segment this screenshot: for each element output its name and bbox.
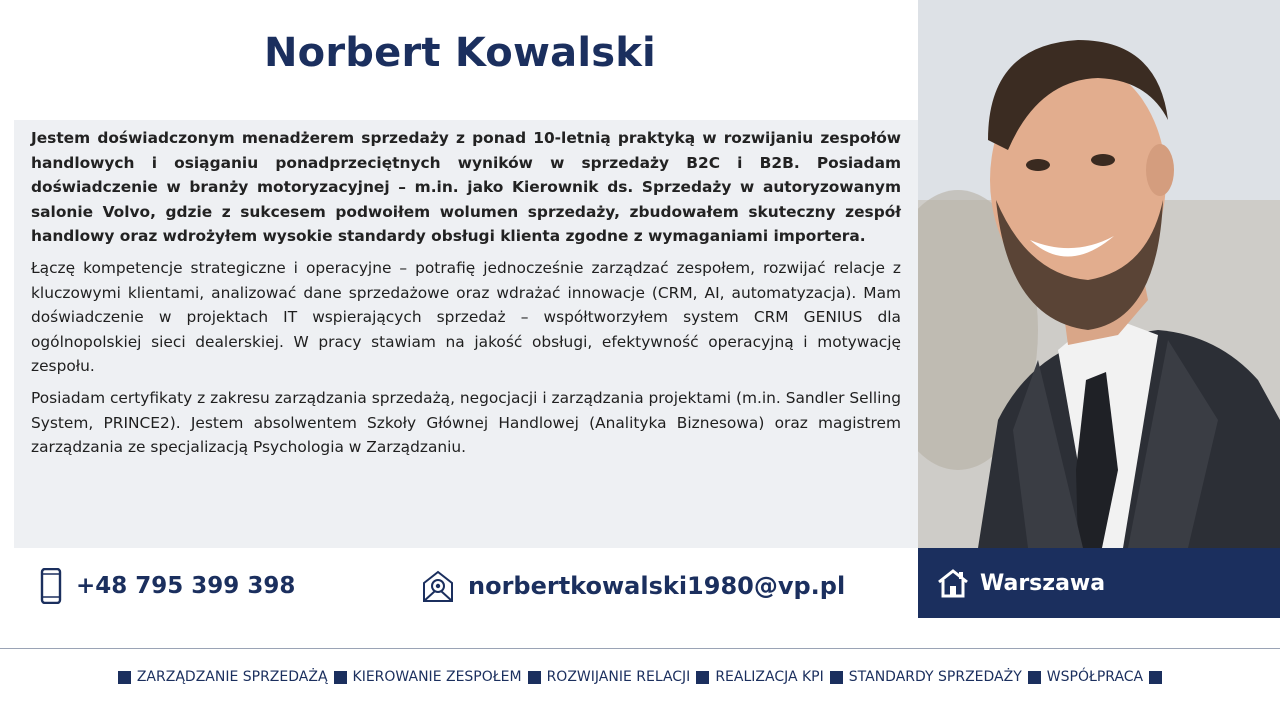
- email-contact[interactable]: [422, 566, 845, 606]
- bio-paragraph-3: Posiadam certyfikaty z zakresu zarządzania sprzedażą, negocjacji i zarządzania projektami (m.in. Sandler Selling System, PRINCE2). Jestem absolwentem Szkoły Głównej Handlowej (Analityka Biznesowa) oraz magistrem zarządzania ze specjalizacją Psychologia w Zarządzaniu.: [31, 388, 901, 457]
- candidate-name: Norbert Kowalski: [264, 30, 656, 76]
- phone-number[interactable]: +48 795 399 398: [76, 573, 296, 599]
- square-bullet-icon: [334, 671, 347, 684]
- square-bullet-icon: [528, 671, 541, 684]
- bio-section: [14, 120, 918, 548]
- smartphone-icon: [40, 568, 62, 604]
- profile-photo: [918, 0, 1280, 548]
- skill-item: WSPÓŁPRACA: [1046, 669, 1144, 685]
- skill-item: KIEROWANIE ZESPOŁEM: [352, 669, 522, 685]
- square-bullet-icon: [1028, 671, 1041, 684]
- envelope-at-icon: [422, 569, 454, 603]
- skill-item: ROZWIJANIE RELACJI: [546, 669, 691, 685]
- skill-item: REALIZACJA KPI: [715, 669, 824, 685]
- house-icon: [936, 568, 970, 598]
- skill-item: ZARZĄDZANIE SPRZEDAŻĄ: [136, 669, 328, 685]
- skill-item: STANDARDY SPRZEDAŻY: [848, 669, 1022, 685]
- square-bullet-icon: [1149, 671, 1162, 684]
- phone-contact[interactable]: [40, 566, 295, 606]
- location-badge: [918, 548, 1280, 618]
- skills-bar: [0, 664, 1280, 690]
- square-bullet-icon: [118, 671, 131, 684]
- bio-paragraph-1: Jestem doświadczonym menadżerem sprzedaży z ponad 10-letnią praktyką w rozwijaniu zespołów handlowych i osiąganiu ponadprzeciętnych wyników w sprzedaży B2C i B2B. Posiadam doświadczenie w branży motoryzacyjnej – m.in. jako Kierownik ds. Sprzedaży w autoryzowanym salonie Volvo, gdzie z sukcesem podwoiłem wolumen sprzedaży, zbudowałem skuteczny zespół handlowy oraz wdrożyłem wysokie standardy obsługi klienta zgodne z wymaganiami importera.: [31, 129, 901, 246]
- email-address[interactable]: norbertkowalski1980@vp.pl: [468, 572, 846, 600]
- divider-line: [0, 648, 1280, 649]
- bio-paragraph-2: Łączę kompetencje strategiczne i operacyjne – potrafię jednocześnie zarządzać zespołem, rozwijać relacje z kluczowymi klientami, analizować dane sprzedażowe oraz wdrażać innowacje (CRM, AI, automatyzacja). Mam doświadczenie w projektach IT wspierających sprzedaż – współtworzyłem system CRM GENIUS dla ogólnopolskiej sieci dealerskiej. W pracy stawiam na jakość obsługi, efektywność operacyjną i motywację zespołu.: [31, 258, 901, 376]
- square-bullet-icon: [696, 671, 709, 684]
- square-bullet-icon: [830, 671, 843, 684]
- location-text: Warszawa: [980, 570, 1106, 596]
- portrait-illustration: [918, 0, 1280, 548]
